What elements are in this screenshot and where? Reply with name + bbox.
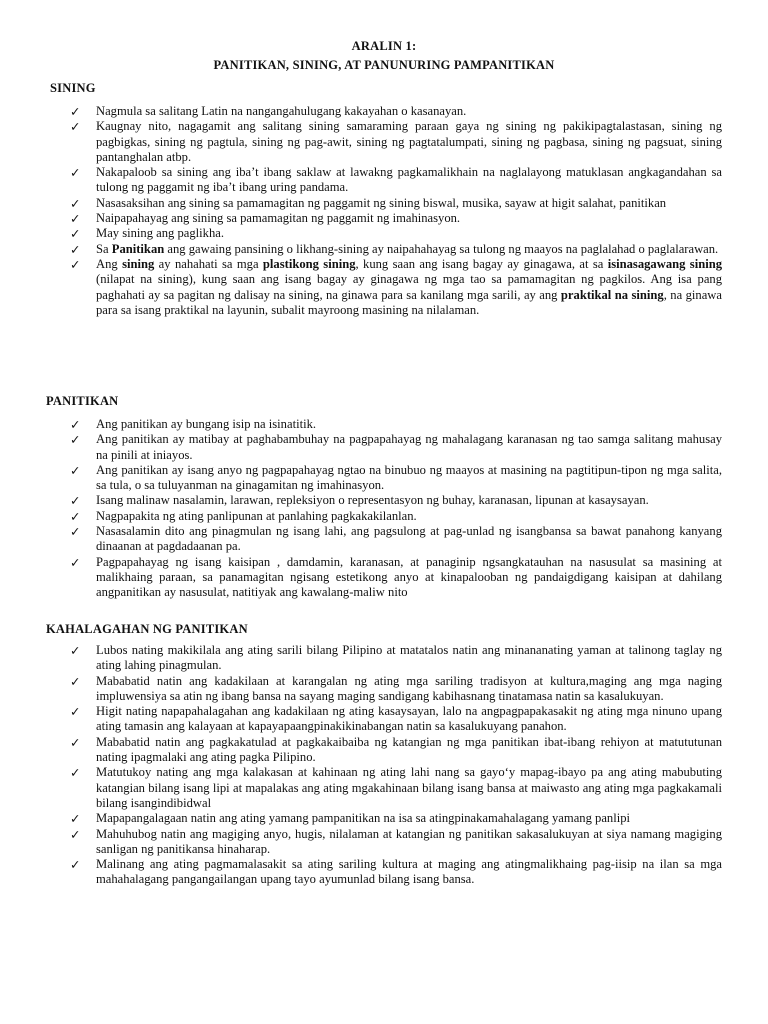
item-text: Naipapahayag ang sining sa pamamagitan ng paggamit ng imahinasyon. bbox=[96, 211, 461, 226]
item-text: Nakapaloob sa sining ang iba’t ibang saklaw at lawakng pagkamalikhain na naglalayong matuklasan angkagandahan sa tulong ng paggamit ng iba’t ibang uring pandama. bbox=[96, 165, 722, 195]
checkmark-icon: ✓ bbox=[70, 643, 81, 658]
list-item bbox=[70, 242, 722, 257]
list-item bbox=[70, 211, 722, 226]
list-item bbox=[70, 165, 722, 196]
item-text: Mababatid natin ang kadakilaan at karangalan ng ating mga sariling tradisyon at kultura,maging ang mga naging impluwensiya sa atin ng ibang bansa na sayang maging sandigang kabihasnang tinatamasa natin sa kasalukuyan. bbox=[96, 673, 722, 703]
bold-term: plastikong sining bbox=[262, 256, 356, 271]
checkmark-icon: ✓ bbox=[70, 241, 81, 257]
checkmark-icon: ✓ bbox=[70, 857, 81, 873]
item-text: Ang bbox=[96, 256, 123, 271]
item-text: Sa bbox=[96, 241, 112, 256]
checkmark-icon: ✓ bbox=[70, 765, 81, 781]
item-text: Kaugnay nito, nagagamit ang salitang sining samaraming paraan gaya ng sining ng pakikipagtalastasan, sining ng pagbigkas, sining ng pagtula, sining ng pag-awit, sining ng pagtatalumpati, sining ng pagbasa, sining ng pagsuat, sining pantanghalan atbp. bbox=[96, 119, 722, 164]
checkmark-icon: ✓ bbox=[70, 104, 81, 119]
list-item bbox=[70, 493, 722, 508]
lesson-label: ARALIN 1: bbox=[351, 39, 417, 53]
checkmark-icon: ✓ bbox=[70, 195, 81, 211]
item-text: Ang panitikan ay isang anyo ng pagpapahayag ngtao na binubuo ng maayos at masining na pagtitipun-tipon ng mga salita, sa tula, o sa tuluyanman na ginagamitan ng imahinasyon. bbox=[96, 462, 722, 493]
item-text: Mahuhubog natin ang magiging anyo, hugis, nilalaman at katangian ng panitikan sakasalukuyan at siya namang magiging sanligan ng panitikansa hinaharap. bbox=[96, 826, 722, 856]
item-text: (nilapat na sining), kung saan ang isang bagay ay ginagawa ng mga tao sa pamamagitan ng pagkilos. Ang isa pang paghahati ay sa pagitan ng dalisay na sining, na ginawa para sa kanilang mga sarili, ay ang bbox=[96, 272, 722, 302]
checkmark-icon: ✓ bbox=[70, 811, 81, 827]
item-text: Malinang ang ating pagmamalasakit sa ating sariling kultura at maging ang atingmalikhaing pag-iisip na ilan sa mga mahahalagang pangangailangan upang tayo ayumunlad bilang isang bansa. bbox=[96, 857, 722, 887]
list-item bbox=[70, 643, 722, 674]
checkmark-icon: ✓ bbox=[70, 256, 81, 272]
lesson-title: PANITIKAN, SINING, AT PANUNURING PAMPANITIKAN bbox=[213, 58, 555, 72]
list-item bbox=[70, 463, 722, 494]
item-text: Mababatid natin ang pagkakatulad at pagkakaibaiba ng katangian ng mga panitikan ibat-ibang rehiyon at matututunan nating ipagmalaki ang ating pagka Pilipino. bbox=[96, 734, 722, 765]
list-item bbox=[70, 432, 722, 463]
item-text: ay nahahati sa mga bbox=[154, 256, 263, 271]
bold-term: Panitikan bbox=[111, 241, 165, 256]
section-title-sining: SINING bbox=[50, 81, 96, 95]
checkmark-icon: ✓ bbox=[70, 704, 81, 720]
item-text: , kung saan ang isang bagay ay ginagawa, at sa bbox=[355, 256, 608, 271]
item-text: , na ginawa para sa isang praktikal na layunin, subalit mayroong masining na nilalaman. bbox=[96, 287, 722, 317]
checkmark-icon: ✓ bbox=[70, 524, 81, 540]
item-text: Mapapangalagaan natin ang ating yamang pampanitikan na isa sa atingpinakamahalagang yamang panlipi bbox=[96, 811, 630, 826]
checkmark-icon: ✓ bbox=[70, 826, 81, 842]
checkmark-icon: ✓ bbox=[70, 673, 81, 689]
checkmark-icon: ✓ bbox=[70, 165, 81, 181]
list-item bbox=[70, 674, 722, 705]
list-item bbox=[70, 417, 722, 432]
list-item bbox=[70, 857, 722, 888]
item-text: ang gawaing pansining o likhang-sining ay naipahahayag sa tulong ng maayos na paglalahad o paglalarawan. bbox=[164, 241, 719, 256]
checkmark-icon: ✓ bbox=[70, 462, 81, 478]
bold-term: sining bbox=[122, 256, 155, 271]
checkmark-icon: ✓ bbox=[70, 554, 81, 570]
list-item bbox=[70, 196, 722, 211]
section-title-kahalagahan: KAHALAGAHAN NG PANITIKAN bbox=[46, 622, 248, 636]
item-text: Ang panitikan ay bungang isip na isinatitik. bbox=[96, 417, 317, 431]
checkmark-icon: ✓ bbox=[70, 432, 81, 448]
bold-term: praktikal na sining bbox=[560, 287, 664, 302]
checkmark-icon: ✓ bbox=[70, 734, 81, 750]
list-item bbox=[70, 811, 722, 826]
list-item bbox=[70, 555, 722, 601]
checkmark-icon: ✓ bbox=[70, 493, 81, 509]
list-item bbox=[70, 735, 722, 766]
list-item bbox=[70, 827, 722, 858]
checkmark-icon: ✓ bbox=[70, 226, 81, 242]
checkmark-icon: ✓ bbox=[70, 211, 81, 227]
checkmark-icon: ✓ bbox=[70, 119, 81, 135]
section-list-sining bbox=[70, 104, 722, 318]
item-text: Nagmula sa salitang Latin na nangangahulugang kakayahan o kasanayan. bbox=[96, 104, 467, 118]
list-item bbox=[70, 257, 722, 318]
item-text: May sining ang paglikha. bbox=[96, 226, 225, 241]
section-list-panitikan bbox=[70, 417, 722, 601]
list-item bbox=[70, 104, 722, 119]
checkmark-icon: ✓ bbox=[70, 417, 81, 432]
list-item bbox=[70, 119, 722, 165]
item-text: Pagpapahayag ng isang kaisipan , damdamin, karanasan, at panaginip ngsangkatauhan na nasusulat sa masining at malikhaing paraan, sa panamagitan ngisang estetikong anyo at kinapalooban ng pandaigdigang kaisipan at dahilang angpanitikan ay nasusulat, natitiyak ang kawalang-maliw nito bbox=[96, 554, 722, 600]
bold-term: isinasagawang sining bbox=[607, 256, 723, 271]
list-item bbox=[70, 226, 722, 241]
list-item bbox=[70, 524, 722, 555]
item-text: Isang malinaw nasalamin, larawan, repleksiyon o representasyon ng buhay, karanasan, lipunan at kasaysayan. bbox=[96, 493, 649, 508]
item-text: Nasasaksihan ang sining sa pamamagitan ng paggamit ng sining biswal, musika, sayaw at higit salahat, panitikan bbox=[96, 195, 667, 210]
item-text: Ang panitikan ay matibay at paghabambuhay na pagpapahayag ng mahalagang karanasan ng tao samga salitang mahusay na pinili at iniayos. bbox=[96, 432, 722, 462]
item-text: Lubos nating makikilala ang ating sarili bilang Pilipino at matatalos natin ang minananating yaman at talinong taglay ng ating lahing pinagmulan. bbox=[96, 643, 722, 673]
list-item bbox=[70, 509, 722, 524]
item-text: Nasasalamin dito ang pinagmulan ng isang lahi, ang pagsulong at pag-unlad ng isangbansa sa bawat panahong kanyang dinaanan at pagdadaanan pa. bbox=[96, 524, 722, 554]
checkmark-icon: ✓ bbox=[70, 508, 81, 524]
section-list-kahalagahan bbox=[70, 643, 722, 888]
item-text: Nagpapakita ng ating panlipunan at panlahing pagkakakilanlan. bbox=[96, 508, 417, 523]
list-item bbox=[70, 704, 722, 735]
item-text: Matutukoy nating ang mga kalakasan at kahinaan ng ating lahi nang sa gayo‘y mapag-ibayo pa ang ating mabubuting katangian bilang isang lipi at mapalakas ang ating mgakahinaan bilang isang bansa at maiwasto ang ating mga pagkakamali bilang isangindibidwal bbox=[96, 765, 722, 810]
item-text: Higit nating napapahalagahan ang kadakilaan ng ating kasaysayan, lalo na angpagpapakasakit ng ating mga ninuno upang ating tamasin ang kalayaan at kapayapaangpinakikinabangan natin sa kasalukuyang panahon. bbox=[96, 704, 722, 734]
list-item bbox=[70, 765, 722, 811]
section-title-panitikan: PANITIKAN bbox=[46, 394, 119, 408]
